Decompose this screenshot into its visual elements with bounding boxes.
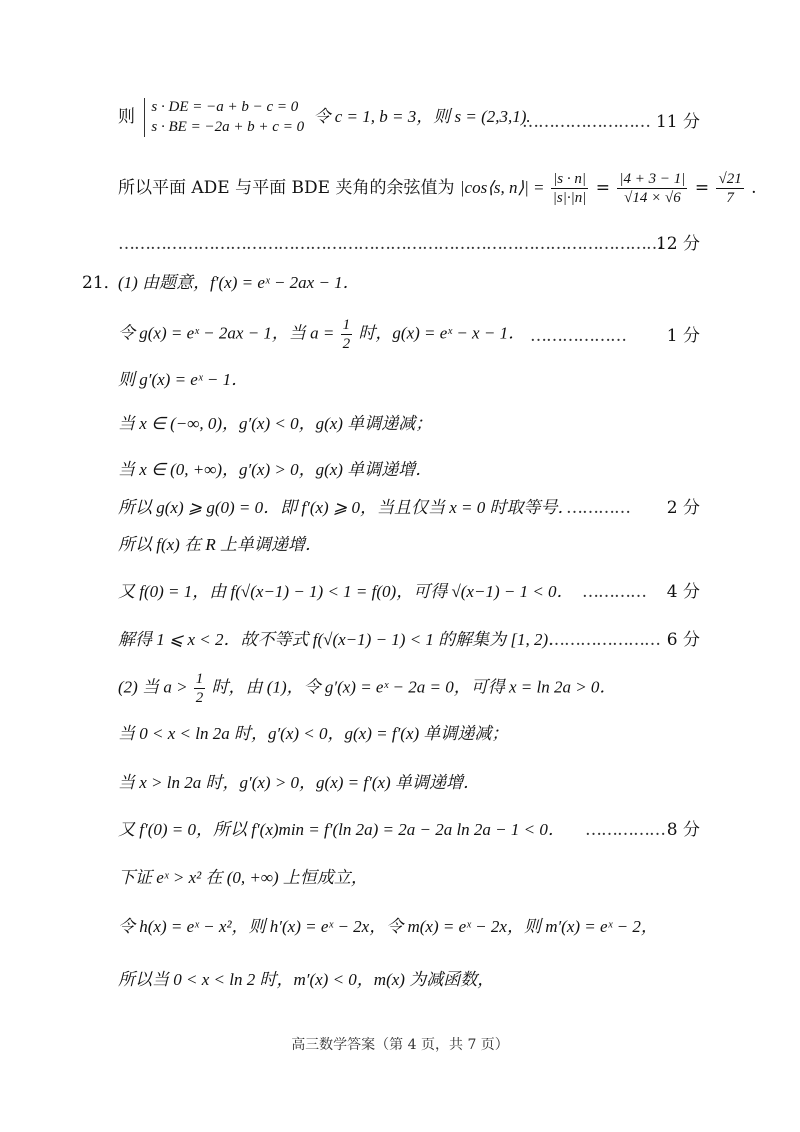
define-g-text-2: 时，g(x) = eˣ − x − 1．: [358, 323, 526, 343]
fraction-one-half-2: [194, 670, 206, 707]
assignment-text: 令 c = 1, b = 3，则 s = (2,3,1).: [313, 107, 531, 126]
fraction-3-num: √21: [718, 171, 742, 187]
q21-part2: [118, 670, 616, 707]
fraction-num: 1: [195, 671, 204, 687]
fraction-1-num: |s · n|: [553, 171, 586, 187]
text-prefix: 则: [118, 107, 135, 127]
dots-leader: …………………………………………………………………………………………: [118, 234, 662, 254]
cosine-text: 所以平面 ADE 与平面 BDE 夹角的余弦值为: [118, 178, 455, 198]
score-4: 4 分: [666, 582, 700, 602]
fraction-den: 2: [195, 690, 204, 706]
q21-min-value: 所以 g(x) ⩾ g(0) = 0．即 f′(x) ⩾ 0，当且仅当 x = 0 时取等号．: [118, 498, 575, 517]
solution-line-normal-vector: [118, 98, 531, 137]
q21-define-g: [118, 316, 525, 353]
fraction-num: 1: [342, 317, 351, 333]
fraction-3-den: 7: [726, 190, 734, 206]
q21-part2-increasing: 当 x > ln 2a 时，g′(x) > 0，g(x) = f′(x) 单调递增．: [118, 773, 480, 792]
score-2: 2 分: [666, 498, 700, 518]
dots-leader: …………: [566, 498, 630, 518]
question-number-21: 21．: [82, 273, 121, 293]
fraction-3: [716, 170, 743, 207]
q21-part1-derivative: (1) 由题意，f′(x) = eˣ − 2ax − 1．: [118, 273, 360, 292]
fraction-one-half: [341, 316, 353, 353]
score-1: 1 分: [666, 326, 700, 346]
cosine-expression: |cos⟨s, n⟩| =: [459, 178, 549, 197]
dots-leader: ……………………: [522, 112, 650, 132]
q21-decreasing: 当 x ∈ (−∞, 0)，g′(x) < 0，g(x) 单调递减；: [118, 414, 433, 433]
q21-inequality: 又 f(0) = 1，由 f(√(x−1) − 1) < 1 = f(0)，可得 √(x−1) − 1 < 0．: [118, 582, 574, 601]
define-g-text: 令 g(x) = eˣ − 2ax − 1，当 a =: [118, 323, 335, 343]
fraction-2-num: |4 + 3 − 1|: [619, 171, 686, 187]
equation-1: s · DE = −a + b − c = 0: [151, 99, 299, 115]
part2-text: (2) 当 a >: [118, 677, 188, 697]
fraction-1: [551, 170, 589, 207]
q21-claim: 下证 eˣ > x² 在 (0, +∞) 上恒成立，: [118, 868, 368, 887]
solution-line-cosine: 所以平面 ADE 与平面 BDE 夹角的余弦值为 |cos⟨s, n⟩| = $\frac{|s \cdot n|}{|s|\cdot|n|}$ = $\frac{|4 + 3 - 1|}{√14 \times √6}$ = $\frac{√21}{7}$ .: [118, 171, 757, 206]
dots-leader: ………………: [530, 326, 626, 346]
q21-m-decreasing: 所以当 0 < x < ln 2 时，m′(x) < 0，m(x) 为减函数，: [118, 970, 495, 989]
fraction-2: [617, 170, 687, 207]
score-12: 12 分: [655, 234, 700, 254]
q21-solution-set: 解得 1 ⩽ x < 2．故不等式 f(√(x−1) − 1) < 1 的解集为 [1, 2)．: [118, 630, 566, 649]
score-11: 11 分: [655, 112, 700, 132]
equation-system: [144, 98, 304, 137]
q21-increasing: 当 x ∈ (0, +∞)，g′(x) > 0，g(x) 单调递增．: [118, 460, 433, 479]
q21-monotonic: 所以 f(x) 在 R 上单调递增．: [118, 535, 322, 554]
score-6: 6 分: [666, 630, 700, 650]
dots-leader: ……………: [585, 820, 665, 840]
period: .: [751, 178, 757, 198]
fraction-1-den: |s|·|n|: [552, 190, 587, 206]
dots-leader: …………………: [548, 630, 660, 650]
fraction-den: 2: [342, 336, 351, 352]
q21-part2-decreasing: 当 0 < x < ln 2a 时，g′(x) < 0，g(x) = f′(x) 单调递减；: [118, 724, 509, 743]
q21-g-derivative: 则 g′(x) = eˣ − 1．: [118, 370, 249, 389]
part2-text-2: 时，由 (1)，令 g′(x) = eˣ − 2a = 0，可得 x = ln 2a > 0．: [211, 677, 617, 697]
page-footer: 高三数学答案（第 4 页，共 7 页）: [291, 1037, 509, 1053]
q21-define-h: 令 h(x) = eˣ − x²，则 h′(x) = eˣ − 2x，令 m(x) = eˣ − 2x，则 m′(x) = eˣ − 2，: [118, 917, 658, 936]
fraction-2-den: √14 × √6: [624, 190, 681, 206]
q21-part2-min: 又 f′(0) = 0，所以 f′(x)min = f′(ln 2a) = 2a − 2a ln 2a − 1 < 0．: [118, 820, 565, 839]
equation-2: s · BE = −2a + b + c = 0: [151, 118, 305, 135]
score-8: 8 分: [666, 820, 700, 840]
dots-leader: …………: [582, 582, 646, 602]
